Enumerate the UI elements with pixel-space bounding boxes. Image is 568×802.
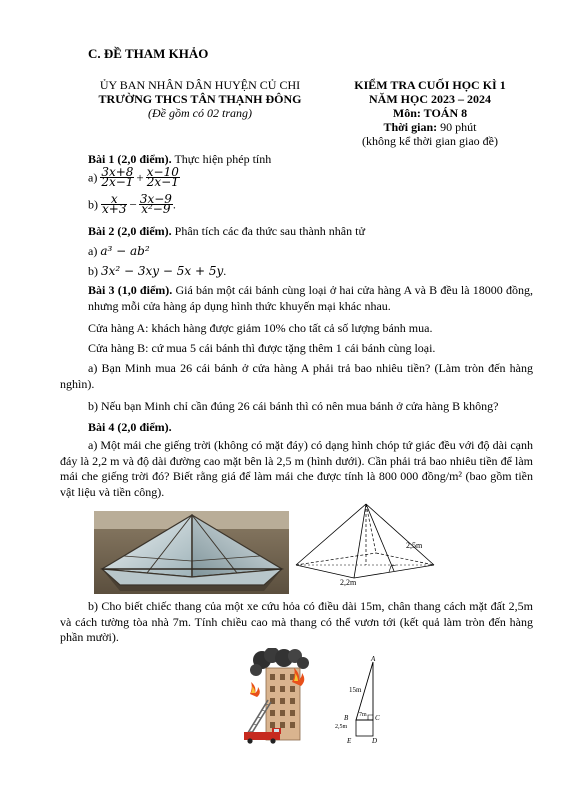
bai1-b-operator: − bbox=[129, 196, 137, 212]
bai1-b-fraction-2 bbox=[139, 192, 173, 216]
bai3-store-b: Cửa hàng B: cứ mua 5 cái bánh thì được tặng thêm 1 cái bánh cùng loại. bbox=[88, 341, 436, 355]
bai2-part-a bbox=[88, 244, 150, 258]
header-page-count: (Đề gồm có 02 trang) bbox=[148, 106, 252, 120]
pyramid-slant-label: 2,5m bbox=[406, 541, 423, 550]
triangle-label-c: C bbox=[375, 714, 380, 722]
bai1-b-label: b) bbox=[88, 197, 98, 212]
pyramid-base-label: 2,2m bbox=[340, 578, 357, 587]
bai1-b-frac1-denominator: x+3 bbox=[102, 202, 127, 216]
header-duration bbox=[330, 120, 530, 134]
bai1-instruction: Thực hiện phép tính bbox=[171, 152, 272, 166]
triangle-bc-length: 7m bbox=[359, 712, 367, 718]
bai1-a-fraction-1 bbox=[100, 165, 134, 189]
bai2-heading bbox=[88, 224, 365, 238]
bai1-a-frac2-denominator: 2x−1 bbox=[146, 175, 179, 189]
bai2-instruction: Phân tích các đa thức sau thành nhân tử bbox=[171, 224, 365, 238]
bai2-b-expression: 3x² − 3xy − 5x + 5y bbox=[101, 264, 224, 278]
header-exam-title: KIỂM TRA CUỐI HỌC KÌ 1 bbox=[354, 78, 506, 92]
bai3-question-b: b) Nếu bạn Minh chỉ cần đúng 26 cái bánh thì có nên mua bánh ở cửa hàng B không? bbox=[88, 399, 499, 413]
bai4-question-b: b) Cho biết chiếc thang của một xe cứu hỏa có điều dài 15m, chân thang cách mặt đất 2,5m và cách tường tòa nhà 7m. Tính chiều cao mà thang có thể vươn tới (kết quả làm tròn đến hàng phần mười). bbox=[60, 599, 533, 644]
bai1-b-frac2-denominator: x²−9 bbox=[141, 202, 171, 216]
bai1-title: Bài 1 (2,0 điểm). bbox=[88, 152, 172, 166]
duration-value: 90 phút bbox=[437, 120, 477, 134]
bai1-part-a bbox=[88, 165, 180, 192]
section-title: C. ĐỀ THAM KHẢO bbox=[88, 46, 209, 61]
bai1-b-frac2-numerator: 3x−9 bbox=[139, 192, 172, 206]
bai2-a-label: a) bbox=[88, 244, 101, 258]
bai1-b-fraction-1 bbox=[101, 192, 127, 216]
bai3-store-a: Cửa hàng A: khách hàng được giảm 10% cho tất cả số lượng bánh mua. bbox=[88, 321, 433, 335]
bai4-question-a: a) Một mái che giếng trời (không có mặt đáy) có dạng hình chóp tứ giác đều với độ dài cạnh đáy là 2,2 m và độ dài đường cao mặt bên là 2,5 m (hình dưới). Cần phải trả bao nhiêu tiền để làm mái che giếng trời đó? Biết rằng giá để làm mái che được tính là 800 000 đồng/m² (bao gồm tiền vật liệu và tiền công). bbox=[60, 438, 533, 499]
bai2-part-b bbox=[88, 264, 226, 278]
bai1-b-period: . bbox=[172, 197, 176, 212]
fire-truck-illustration bbox=[240, 648, 314, 744]
triangle-label-e: E bbox=[347, 737, 352, 745]
bai1-heading bbox=[88, 152, 271, 166]
triangle-label-a: A bbox=[371, 655, 376, 663]
duration-label: Thời gian: bbox=[383, 120, 438, 134]
bai1-a-frac1-numerator: 3x+8 bbox=[101, 165, 134, 179]
bai2-title: Bài 2 (2,0 điểm). bbox=[88, 224, 172, 238]
bai2-b-label: b) bbox=[88, 264, 101, 278]
bai2-b-period: . bbox=[223, 264, 227, 278]
bai3-text: Giá bán một cái bánh cùng loại ở hai cửa hàng A và B đều là 18000 đồng, nhưng mỗi cửa hàng áp dụng hình thức khuyến mại khác nhau. bbox=[88, 283, 533, 313]
header-school-year: NĂM HỌC 2023 – 2024 bbox=[369, 92, 491, 106]
triangle-be-length: 2,5m bbox=[335, 724, 348, 730]
bai1-part-b bbox=[88, 192, 176, 219]
bai1-a-label: a) bbox=[88, 170, 98, 185]
skylight-photo bbox=[94, 511, 289, 594]
bai1-a-fraction-2 bbox=[146, 165, 180, 189]
bai3-question-a: a) Bạn Minh mua 26 cái bánh ở cửa hàng A phải trả bao nhiêu tiền? (Làm tròn đến hàng nghìn). bbox=[60, 361, 533, 391]
triangle-label-b: B bbox=[344, 714, 349, 722]
triangle-ladder-length: 15m bbox=[349, 686, 362, 694]
header-authority: ỦY BAN NHÂN DÂN HUYỆN CỦ CHI bbox=[99, 78, 301, 92]
bai3-intro bbox=[88, 283, 533, 314]
header-note: (không kể thời gian giao đề) bbox=[362, 134, 498, 148]
bai1-a-frac1-denominator: 2x−1 bbox=[101, 175, 134, 189]
bai1-b-frac1-numerator: x bbox=[101, 195, 127, 205]
bai3-title: Bài 3 (1,0 điểm). bbox=[88, 283, 173, 297]
triangle-label-d: D bbox=[372, 737, 378, 745]
bai1-a-frac2-numerator: x−10 bbox=[146, 165, 179, 179]
spacer bbox=[60, 283, 61, 284]
header-school: TRƯỜNG THCS TÂN THẠNH ĐÔNG bbox=[98, 92, 302, 106]
bai4-title: Bài 4 (2,0 điểm). bbox=[88, 420, 172, 434]
bai1-a-operator: + bbox=[136, 169, 144, 185]
header-subject: Môn: TOÁN 8 bbox=[392, 106, 468, 120]
ladder-triangle-diagram bbox=[334, 654, 394, 748]
bai2-a-expression: a³ − ab² bbox=[100, 244, 150, 258]
